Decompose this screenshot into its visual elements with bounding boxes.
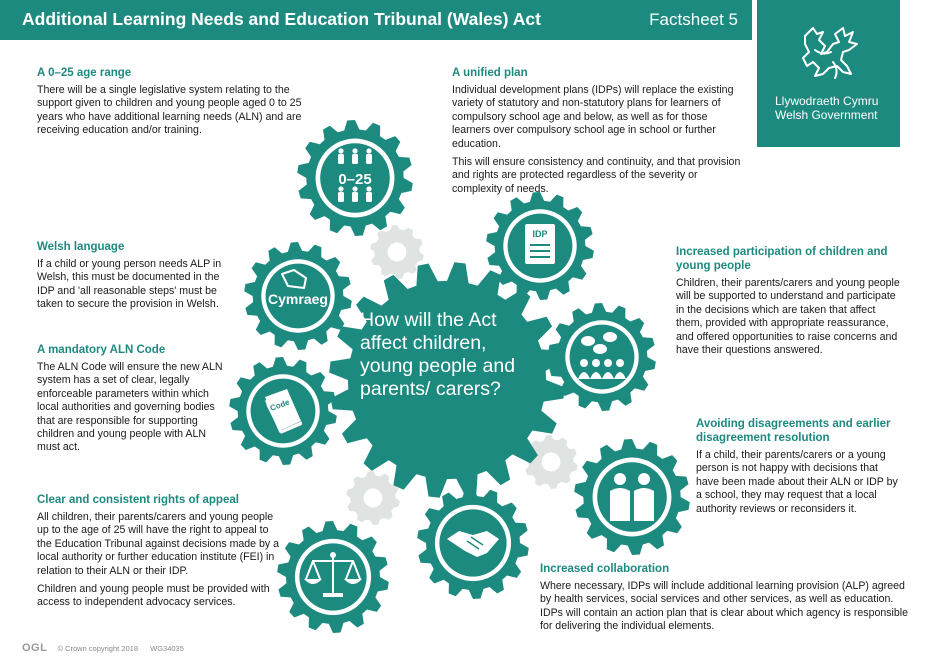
section-welsh-language bbox=[37, 240, 227, 312]
ogl-logo: OGL bbox=[22, 642, 48, 654]
code-label: Code bbox=[268, 397, 291, 413]
cymraeg-label: Cymraeg bbox=[268, 291, 328, 307]
idp-document-icon bbox=[525, 224, 555, 264]
footer bbox=[22, 642, 194, 654]
section-disagreements bbox=[696, 417, 902, 516]
section-body: If a child, their parents/carers or a young person is not happy with decisions that have been made about their ALN or IDP by a school, they may request that a local authority reviews or reconsiders it. bbox=[696, 449, 898, 515]
document-code: WG34035 bbox=[150, 644, 184, 653]
section-body: If a child or young person needs ALP in Welsh, this must be documented in the IDP and 'all reasonable steps' must be taken to secure the provision in Welsh. bbox=[37, 258, 222, 311]
section-body: Individual development plans (IDPs) will replace the existing variety of statutory and non-statutory plans for learners of compulsory school age and below, as well as for those learners over compulsory school age in school or further education. bbox=[452, 84, 734, 150]
section-body: All children, their parents/carers and young people up to the age of 25 will have the right to appeal to the Education Tribunal against decisions made by a local authority or further education institute (FEI) in relation to their ALN or their IDP. bbox=[37, 511, 280, 577]
logo-welsh-name: Llywodraeth Cymru bbox=[775, 94, 879, 108]
section-body: There will be a single legislative system relating to the support given to children and young people aged 0 to 25 years who have additional learning needs (ALN) and are receiving education and/or training. bbox=[37, 84, 302, 137]
section-body: The ALN Code will ensure the new ALN system has a set of clear, legally enforceable parameters within which local authorities and governing bodies that are responsible for supporting children and young people with ALN must act. bbox=[37, 361, 223, 454]
logo-english-name: Welsh Government bbox=[775, 108, 878, 122]
section-body: This will ensure consistency and continuity, and that provision and rights are protected regardless of the severity or complexity of needs. bbox=[452, 156, 741, 195]
age-label: 0–25 bbox=[338, 171, 372, 188]
idp-label: IDP bbox=[532, 229, 548, 239]
section-heading: Increased participation of children and young people bbox=[676, 246, 888, 272]
section-heading: A mandatory ALN Code bbox=[37, 344, 166, 356]
section-body: Children, their parents/carers and young people will be supported to understand and participate in the decisions which are taken that affect them, provided with appropriate reassurance, and offered opportunities to raise concerns and have their questions answered. bbox=[676, 277, 900, 357]
section-heading: Clear and consistent rights of appeal bbox=[37, 494, 239, 506]
gear-disagreements bbox=[574, 439, 690, 555]
section-appeal bbox=[37, 493, 281, 610]
grey-gear-2 bbox=[346, 471, 400, 525]
section-heading: A 0–25 age range bbox=[37, 67, 132, 79]
grey-gear-1 bbox=[370, 225, 424, 279]
section-unified-plan bbox=[452, 66, 748, 196]
center-question: How will the Act affect children, young people and parents/ carers? bbox=[360, 309, 516, 400]
section-body: Children and young people must be provided with access to independent advocacy services. bbox=[37, 583, 270, 609]
section-age-range bbox=[37, 66, 327, 138]
page-title: Additional Learning Needs and Education Tribunal (Wales) Act bbox=[22, 9, 541, 29]
section-heading: Increased collaboration bbox=[540, 563, 670, 575]
section-collaboration bbox=[540, 562, 912, 634]
section-heading: A unified plan bbox=[452, 67, 528, 79]
section-heading: Avoiding disagreements and earlier disagreement resolution bbox=[696, 418, 891, 444]
section-body: Where necessary, IDPs will include additional learning provision (ALP) agreed by health services, social services and other services, as well as education. IDPs will contain an action plan that is clear about which agency is responsible for delivering the individual elements. bbox=[540, 580, 909, 633]
factsheet-number: Factsheet 5 bbox=[649, 10, 738, 29]
grey-gear-3 bbox=[524, 435, 578, 489]
copyright: © Crown copyright 2018 bbox=[57, 644, 139, 653]
section-aln-code bbox=[37, 343, 223, 455]
section-heading: Welsh language bbox=[37, 241, 125, 253]
section-participation bbox=[676, 245, 902, 357]
gear-participation bbox=[548, 303, 656, 411]
